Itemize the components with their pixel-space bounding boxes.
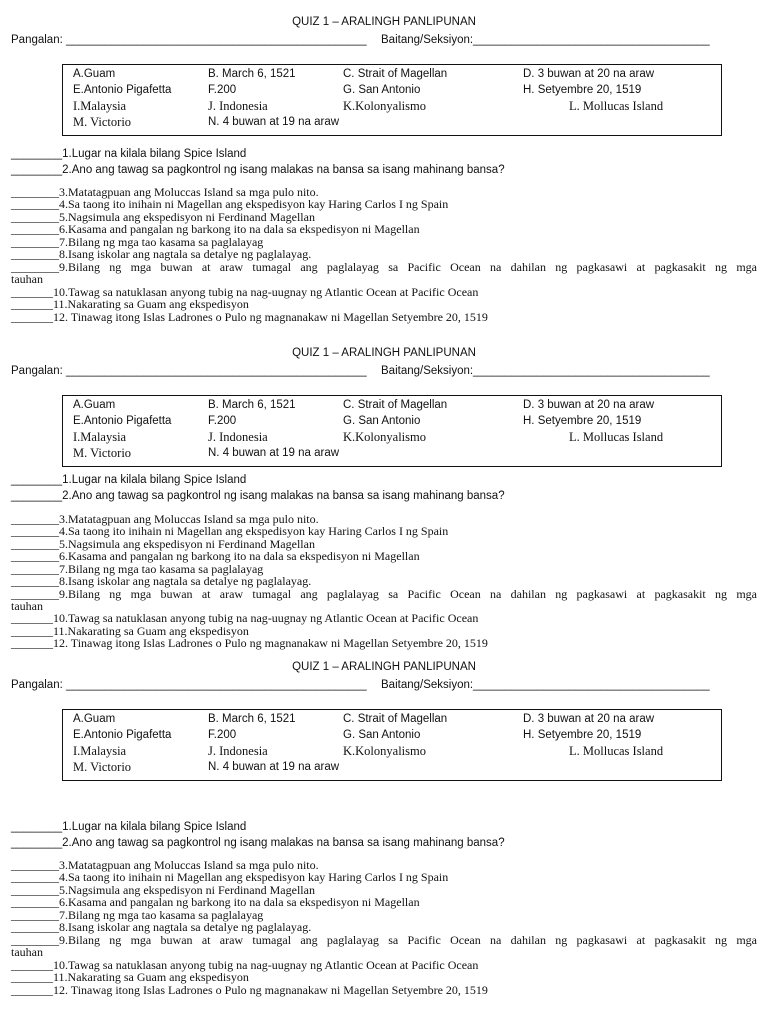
- choices-box: [62, 64, 722, 136]
- question-2: ________2.Ano ang tawag sa pagkontrol ng isang malakas na bansa sa isang mahinang bansa?: [11, 490, 505, 502]
- choice-i: I.Malaysia: [73, 744, 127, 758]
- choice-n: N. 4 buwan at 19 na araw: [208, 447, 340, 459]
- choice-h: H. Setyembre 20, 1519: [523, 415, 642, 427]
- quiz-section-2: [0, 347, 768, 677]
- choice-h: H. Setyembre 20, 1519: [523, 84, 642, 96]
- question-9-continuation: tauhan: [11, 272, 43, 286]
- choice-c: C. Strait of Magellan: [343, 68, 448, 80]
- question-6: ________6.Kasama and pangalan ng barkong ito na dala sa ekspedisyon ni Magellan: [11, 222, 420, 236]
- question-4: ________4.Sa taong ito inihain ni Magellan ang ekspedisyon kay Haring Carlos I ng Spain: [11, 870, 449, 884]
- question-1: ________1.Lugar na kilala bilang Spice Island: [11, 474, 247, 486]
- quiz-title: QUIZ 1 – ARALINGH PANLIPUNAN: [292, 16, 476, 28]
- choice-d: D. 3 buwan at 20 na araw: [523, 713, 655, 725]
- choice-g: G. San Antonio: [343, 84, 421, 96]
- question-10: _______10.Tawag sa natuklasan anyong tubig na nag-uugnay ng Atlantic Ocean at Pacific Ocean: [11, 611, 479, 625]
- choice-a: A.Guam: [73, 68, 116, 80]
- choice-b: B. March 6, 1521: [208, 68, 296, 80]
- question-2: ________2.Ano ang tawag sa pagkontrol ng isang malakas na bansa sa isang mahinang bansa?: [11, 837, 505, 849]
- choice-j: J. Indonesia: [208, 430, 268, 444]
- question-3: ________3.Matatagpuan ang Moluccas Island sa mga pulo nito.: [11, 185, 319, 199]
- choice-k: K.Kolonyalismo: [343, 430, 426, 444]
- choice-d: D. 3 buwan at 20 na araw: [523, 68, 655, 80]
- choice-k: K.Kolonyalismo: [343, 99, 426, 113]
- question-11: _______11.Nakarating sa Guam ang ekspedisyon: [11, 970, 249, 984]
- choice-n: N. 4 buwan at 19 na araw: [208, 761, 340, 773]
- name-field-line: Pangalan: _______________________________________________: [11, 365, 367, 377]
- question-12: _______12. Tinawag itong Islas Ladrones o Pulo ng magnanakaw ni Magellan Setyembre 20, 1519: [11, 983, 488, 997]
- choice-e: E.Antonio Pigafetta: [73, 84, 172, 96]
- question-10: _______10.Tawag sa natuklasan anyong tubig na nag-uugnay ng Atlantic Ocean at Pacific Ocean: [11, 958, 479, 972]
- question-9: ________9.Bilang ng mga buwan at araw tumagal ang paglalayag sa Pacific Ocean na dahilan ng pagkasawi at pagkasakit ng mga: [11, 933, 757, 947]
- name-row: [11, 34, 751, 46]
- question-8: ________8.Isang iskolar ang nagtala sa detalye ng paglalayag.: [11, 247, 312, 261]
- section-field-line: Baitang/Seksiyon:_____________________________________: [381, 365, 710, 377]
- choice-a: A.Guam: [73, 399, 116, 411]
- choice-h: H. Setyembre 20, 1519: [523, 729, 642, 741]
- choice-j: J. Indonesia: [208, 744, 268, 758]
- question-9: ________9.Bilang ng mga buwan at araw tumagal ang paglalayag sa Pacific Ocean na dahilan ng pagkasawi at pagkasakit ng mga: [11, 260, 757, 274]
- choice-l: L. Mollucas Island: [569, 744, 664, 758]
- question-6: ________6.Kasama and pangalan ng barkong ito na dala sa ekspedisyon ni Magellan: [11, 549, 420, 563]
- name-field-line: Pangalan: _______________________________________________: [11, 679, 367, 691]
- choice-m: M. Victorio: [73, 115, 132, 129]
- question-8: ________8.Isang iskolar ang nagtala sa detalye ng paglalayag.: [11, 920, 312, 934]
- choice-g: G. San Antonio: [343, 729, 421, 741]
- choice-l: L. Mollucas Island: [569, 99, 664, 113]
- quiz-title: QUIZ 1 – ARALINGH PANLIPUNAN: [292, 661, 476, 673]
- choice-b: B. March 6, 1521: [208, 713, 296, 725]
- name-field-line: Pangalan: _______________________________________________: [11, 34, 367, 46]
- question-3: ________3.Matatagpuan ang Moluccas Island sa mga pulo nito.: [11, 512, 319, 526]
- choice-f: F.200: [208, 415, 237, 427]
- choice-f: F.200: [208, 729, 237, 741]
- question-12: _______12. Tinawag itong Islas Ladrones o Pulo ng magnanakaw ni Magellan Setyembre 20, 1519: [11, 310, 488, 324]
- question-5: ________5.Nagsimula ang ekspedisyon ni Ferdinand Magellan: [11, 537, 315, 551]
- choice-m: M. Victorio: [73, 446, 132, 460]
- name-row: [11, 679, 751, 691]
- question-9: ________9.Bilang ng mga buwan at araw tumagal ang paglalayag sa Pacific Ocean na dahilan ng pagkasawi at pagkasakit ng mga: [11, 587, 757, 601]
- choices-box: [62, 709, 722, 781]
- choice-g: G. San Antonio: [343, 415, 421, 427]
- question-6: ________6.Kasama and pangalan ng barkong ito na dala sa ekspedisyon ni Magellan: [11, 895, 420, 909]
- choice-m: M. Victorio: [73, 760, 132, 774]
- name-row: [11, 365, 751, 377]
- question-7: ________7.Bilang ng mga tao kasama sa paglalayag: [11, 562, 264, 576]
- quiz-title: QUIZ 1 – ARALINGH PANLIPUNAN: [292, 347, 476, 359]
- choice-e: E.Antonio Pigafetta: [73, 729, 172, 741]
- question-11: _______11.Nakarating sa Guam ang ekspedisyon: [11, 624, 249, 638]
- question-4: ________4.Sa taong ito inihain ni Magellan ang ekspedisyon kay Haring Carlos I ng Spain: [11, 197, 449, 211]
- choice-l: L. Mollucas Island: [569, 430, 664, 444]
- question-10: _______10.Tawag sa natuklasan anyong tubig na nag-uugnay ng Atlantic Ocean at Pacific Ocean: [11, 285, 479, 299]
- question-5: ________5.Nagsimula ang ekspedisyon ni Ferdinand Magellan: [11, 210, 315, 224]
- question-11: _______11.Nakarating sa Guam ang ekspedisyon: [11, 297, 249, 311]
- choice-f: F.200: [208, 84, 237, 96]
- choice-b: B. March 6, 1521: [208, 399, 296, 411]
- question-8: ________8.Isang iskolar ang nagtala sa detalye ng paglalayag.: [11, 574, 312, 588]
- question-1: ________1.Lugar na kilala bilang Spice Island: [11, 148, 247, 160]
- question-1: ________1.Lugar na kilala bilang Spice Island: [11, 821, 247, 833]
- question-12: _______12. Tinawag itong Islas Ladrones o Pulo ng magnanakaw ni Magellan Setyembre 20, 1519: [11, 636, 488, 650]
- choice-n: N. 4 buwan at 19 na araw: [208, 116, 340, 128]
- question-7: ________7.Bilang ng mga tao kasama sa paglalayag: [11, 908, 264, 922]
- choice-a: A.Guam: [73, 713, 116, 725]
- choice-c: C. Strait of Magellan: [343, 399, 448, 411]
- section-field-line: Baitang/Seksiyon:_____________________________________: [381, 34, 710, 46]
- choice-i: I.Malaysia: [73, 99, 127, 113]
- choice-c: C. Strait of Magellan: [343, 713, 448, 725]
- choice-e: E.Antonio Pigafetta: [73, 415, 172, 427]
- quiz-section-1: [0, 16, 768, 346]
- question-4: ________4.Sa taong ito inihain ni Magellan ang ekspedisyon kay Haring Carlos I ng Spain: [11, 524, 449, 538]
- question-7: ________7.Bilang ng mga tao kasama sa paglalayag: [11, 235, 264, 249]
- question-9-continuation: tauhan: [11, 599, 43, 613]
- choice-j: J. Indonesia: [208, 99, 268, 113]
- question-9-continuation: tauhan: [11, 945, 43, 959]
- choice-k: K.Kolonyalismo: [343, 744, 426, 758]
- question-3: ________3.Matatagpuan ang Moluccas Island sa mga pulo nito.: [11, 858, 319, 872]
- quiz-section-3: [0, 661, 768, 997]
- choice-d: D. 3 buwan at 20 na araw: [523, 399, 655, 411]
- section-field-line: Baitang/Seksiyon:_____________________________________: [381, 679, 710, 691]
- question-2: ________2.Ano ang tawag sa pagkontrol ng isang malakas na bansa sa isang mahinang bansa?: [11, 164, 505, 176]
- choices-box: [62, 395, 722, 467]
- question-5: ________5.Nagsimula ang ekspedisyon ni Ferdinand Magellan: [11, 883, 315, 897]
- choice-i: I.Malaysia: [73, 430, 127, 444]
